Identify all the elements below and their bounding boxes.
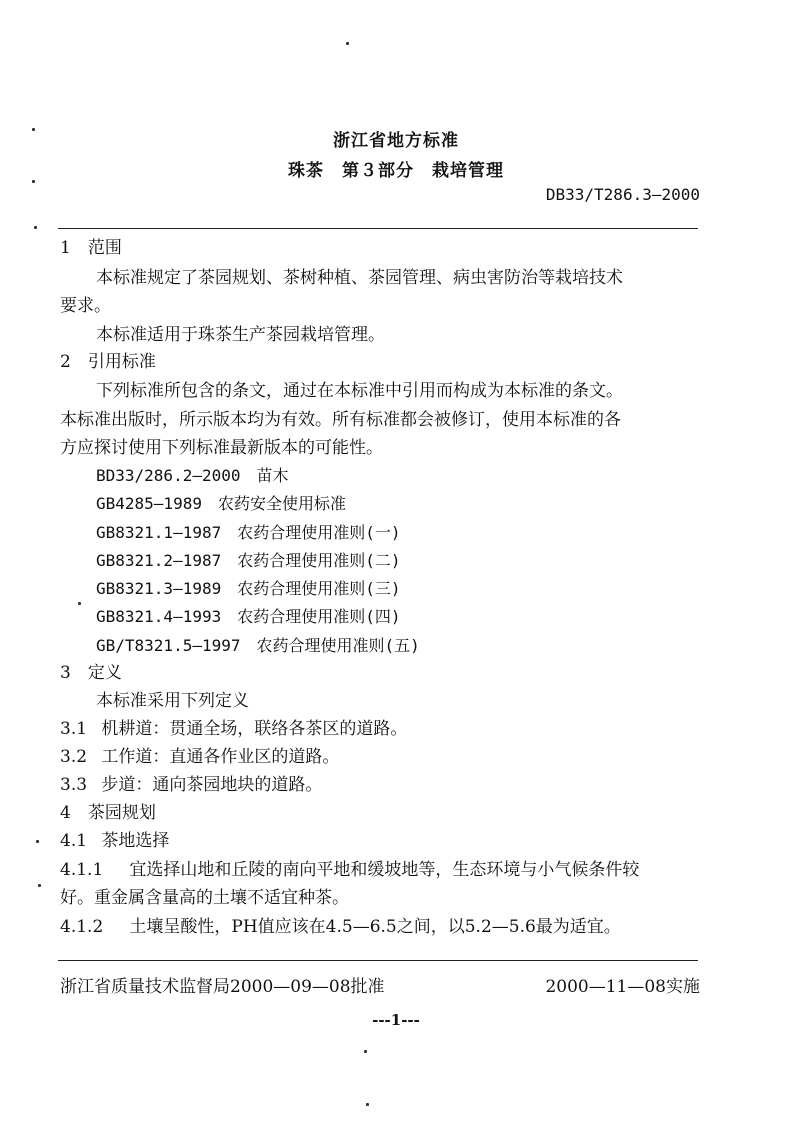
section-4-heading: 4 茶园规划	[60, 803, 156, 823]
clause-text: 工作道：直通各作业区的道路。	[101, 747, 340, 767]
section-1-paragraph-line-2: 要求。	[60, 296, 111, 316]
scan-speck	[34, 226, 37, 229]
scan-speck	[78, 602, 81, 605]
section-2-heading: 2 引用标准	[60, 352, 156, 372]
reference-item: GB8321.3—1989 农药合理使用准则(三)	[96, 579, 401, 598]
scan-speck	[36, 840, 39, 843]
scan-speck	[32, 128, 35, 131]
scan-speck	[366, 1103, 369, 1106]
section-3-heading: 3 定义	[60, 663, 122, 683]
standard-number: DB33/T286.3—2000	[545, 185, 700, 204]
scan-speck	[32, 180, 35, 183]
section-1-heading: 1 范围	[60, 238, 122, 258]
clause-4-1-2	[60, 915, 700, 939]
document-title: 珠茶 第３部分 栽培管理	[288, 161, 504, 181]
clause-4-1	[60, 829, 700, 853]
reference-item: GB8321.1—1987 农药合理使用准则(一)	[96, 523, 401, 542]
clause-number: 4.1	[60, 831, 88, 851]
scan-speck	[364, 1050, 367, 1053]
clause-number: 3.1	[60, 719, 88, 739]
section-2-paragraph-line-1: 下列标准所包含的条文，通过在本标准中引用而构成为本标准的条文。	[96, 381, 623, 401]
top-divider	[58, 228, 698, 229]
section-1-paragraph-2: 本标准适用于珠茶生产茶园栽培管理。	[96, 325, 385, 345]
clause-4-1-1-continuation: 好。重金属含量高的土壤不适宜种茶。	[60, 888, 349, 908]
reference-item: GB4285—1989 农药安全使用标准	[96, 494, 346, 513]
section-2-paragraph-line-2: 本标准出版时，所示版本均为有效。所有标准都会被修订，使用本标准的各	[60, 410, 621, 430]
clause-text: 茶地选择	[101, 831, 170, 851]
clause-text: 土壤呈酸性，PH值应该在4.5—6.5之间，以5.2—5.6最为适宜。	[129, 917, 621, 937]
section-2-paragraph-line-3: 方应探讨使用下列标准最新版本的可能性。	[60, 438, 383, 458]
bottom-divider	[58, 960, 698, 961]
clause-text: 步道：通向茶园地块的道路。	[101, 775, 323, 795]
issuer-title: 浙江省地方标准	[333, 131, 459, 151]
clause-text: 宜选择山地和丘陵的南向平地和缓坡地等，生态环境与小气候条件较	[129, 860, 640, 880]
clause-number: 3.3	[60, 775, 88, 795]
scan-speck	[38, 884, 41, 887]
page-number: ---1---	[372, 1011, 420, 1029]
approval-line: 浙江省质量技术监督局2000—09—08批准	[60, 977, 385, 997]
reference-item: GB8321.4—1993 农药合理使用准则(四)	[96, 607, 401, 626]
reference-item: BD33/286.2—2000 苗木	[96, 466, 289, 485]
clause-3-3	[60, 773, 700, 797]
section-1-paragraph-line-1: 本标准规定了茶园规划、茶树种植、茶园管理、病虫害防治等栽培技术	[96, 268, 623, 288]
section-3-intro: 本标准采用下列定义	[96, 691, 249, 711]
clause-number: 3.2	[60, 747, 88, 767]
clause-text: 机耕道：贯通全场，联络各茶区的道路。	[101, 719, 408, 739]
reference-item: GB/T8321.5—1997 农药合理使用准则(五)	[96, 636, 420, 655]
scan-speck	[346, 42, 349, 45]
clause-4-1-1	[60, 858, 700, 882]
clause-3-1	[60, 717, 700, 741]
reference-item: GB8321.2—1987 农药合理使用准则(二)	[96, 551, 401, 570]
clause-3-2	[60, 745, 700, 769]
clause-number: 4.1.1	[60, 860, 104, 880]
effective-date: 2000—11—08实施	[545, 977, 700, 997]
clause-number: 4.1.2	[60, 917, 104, 937]
